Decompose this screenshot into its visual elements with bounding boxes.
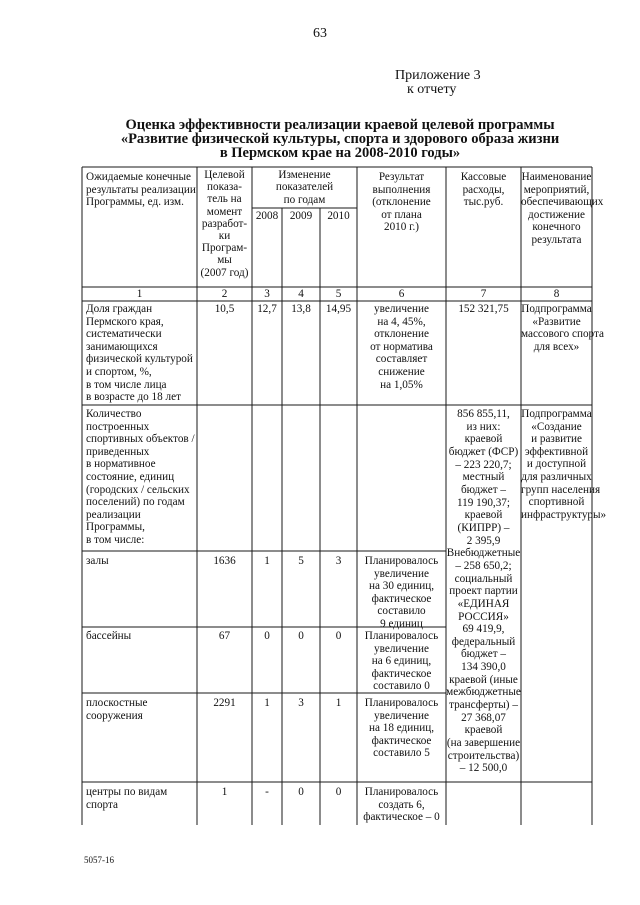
footer-code: 5057-16 xyxy=(84,855,114,865)
row-target-value: 1636 xyxy=(213,555,236,567)
title-line: «Развитие физической культуры, спорта и здорового образа жизни xyxy=(120,131,560,147)
row-target-value: 67 xyxy=(218,630,231,642)
row-value-2008: 12,7 xyxy=(257,303,277,315)
row-result: Планировалось увеличение на 30 единиц, фактическое составило 9 единиц xyxy=(364,555,439,630)
row-value-2009: 5 xyxy=(298,555,304,567)
row-indicator: центры по видам спорта xyxy=(86,786,168,811)
row-target-value: 1 xyxy=(221,786,228,798)
header-indicator-changes: Изменение показателей по годам xyxy=(275,169,334,206)
appendix-label: Приложение 3 xyxy=(395,68,481,83)
title-line: Оценка эффективности реализации краевой целевой программы xyxy=(125,117,555,133)
document-title xyxy=(90,118,590,160)
row-value-2009: 13,8 xyxy=(291,303,311,315)
header-result: Результат выполнения (отклонение от плана 2010 г.) xyxy=(372,171,431,234)
row-value-2008: 1 xyxy=(264,697,270,709)
row-result: увеличение на 4, 45%, отклонение от норматива составляет снижение на 1,05% xyxy=(370,303,433,391)
row-value-2009: 3 xyxy=(298,697,304,709)
column-number: 8 xyxy=(553,288,560,300)
header-year-2009: 2009 xyxy=(289,210,313,222)
row-value-2010: 14,95 xyxy=(325,303,352,315)
column-number: 5 xyxy=(335,288,342,300)
row-value-2008: - xyxy=(265,786,269,798)
row-value-2009: 0 xyxy=(298,786,304,798)
row-value-2010: 0 xyxy=(335,786,342,798)
row-target-value: 2291 xyxy=(213,697,236,709)
row-result: Планировалось увеличение на 18 единиц, фактическое составило 5 xyxy=(364,697,439,760)
row-indicator: Доля граждан Пермского края, систематически занимающихся физической культурой и спортом, %, в том числе лица в возрасте до 18 лет xyxy=(86,303,193,404)
header-year-2008: 2008 xyxy=(255,210,279,222)
row-result: Планировалось увеличение на 6 единиц, фактическое составило 0 xyxy=(364,630,439,693)
row-indicator: бассейны xyxy=(86,630,132,642)
column-number: 2 xyxy=(221,288,228,300)
row-value-2010: 0 xyxy=(335,630,342,642)
header-year-2010: 2010 xyxy=(327,210,350,222)
row-measures: Подпрограмма «Создание и развитие эффективной и доступной для различных групп населения спортивной инфраструктуры» xyxy=(521,408,607,521)
appendix-subtitle: к отчету xyxy=(407,82,457,97)
column-number: 7 xyxy=(480,288,487,300)
header-expenses: Кассовые расходы, тыс.руб. xyxy=(460,171,507,209)
header-expected-results: Ожидаемые конечные результаты реализации Программы, ед. изм. xyxy=(86,171,196,209)
row-value-2008: 1 xyxy=(264,555,270,567)
header-target-indicator: Целевой показа- тель на момент разработ- ки Програм- мы (2007 год) xyxy=(200,169,249,279)
row-indicator: Количество построенных спортивных объектов / приведенных в нормативное состояние, единиц (городских / сельских поселений) по годам реализации Программы, в том числе: xyxy=(86,408,195,546)
row-indicator: залы xyxy=(86,555,109,567)
row-measures: Подпрограмма «Развитие массового спорта для всех» xyxy=(521,303,604,353)
row-expenses: 152 321,75 xyxy=(458,303,509,315)
page-number: 63 xyxy=(313,26,327,41)
row-result: Планировалось создать 6, фактическое – 0 xyxy=(363,786,440,824)
row-value-2010: 3 xyxy=(335,555,342,567)
row-indicator: плоскостные сооружения xyxy=(86,697,148,722)
row-expenses: 856 855,11, из них: краевой бюджет (ФСР) – 223 220,7; местный бюджет – 119 190,37; краевой (КИПРР) – 2 395,9 Внебюджетные – 258 650,2; социальный проект партии «ЕДИНАЯ РОССИЯ» 69 419,9, федеральный бюджет – 134 390,0 краевой (иные межбюджетные трансферты) – 27 368,07 краевой (на завершение строительства) – 12 500,0 xyxy=(446,408,521,775)
row-target-value: 10,5 xyxy=(214,303,235,315)
column-number: 1 xyxy=(136,288,143,300)
column-number: 4 xyxy=(298,288,304,300)
row-value-2010: 1 xyxy=(335,697,342,709)
header-measures: Наименование мероприятий, обеспечивающих достижение конечного результата xyxy=(521,171,604,246)
row-value-2008: 0 xyxy=(264,630,270,642)
row-value-2009: 0 xyxy=(298,630,304,642)
column-number: 6 xyxy=(398,288,405,300)
column-number: 3 xyxy=(264,288,270,300)
title-line: в Пермском крае на 2008-2010 годы» xyxy=(219,145,461,161)
